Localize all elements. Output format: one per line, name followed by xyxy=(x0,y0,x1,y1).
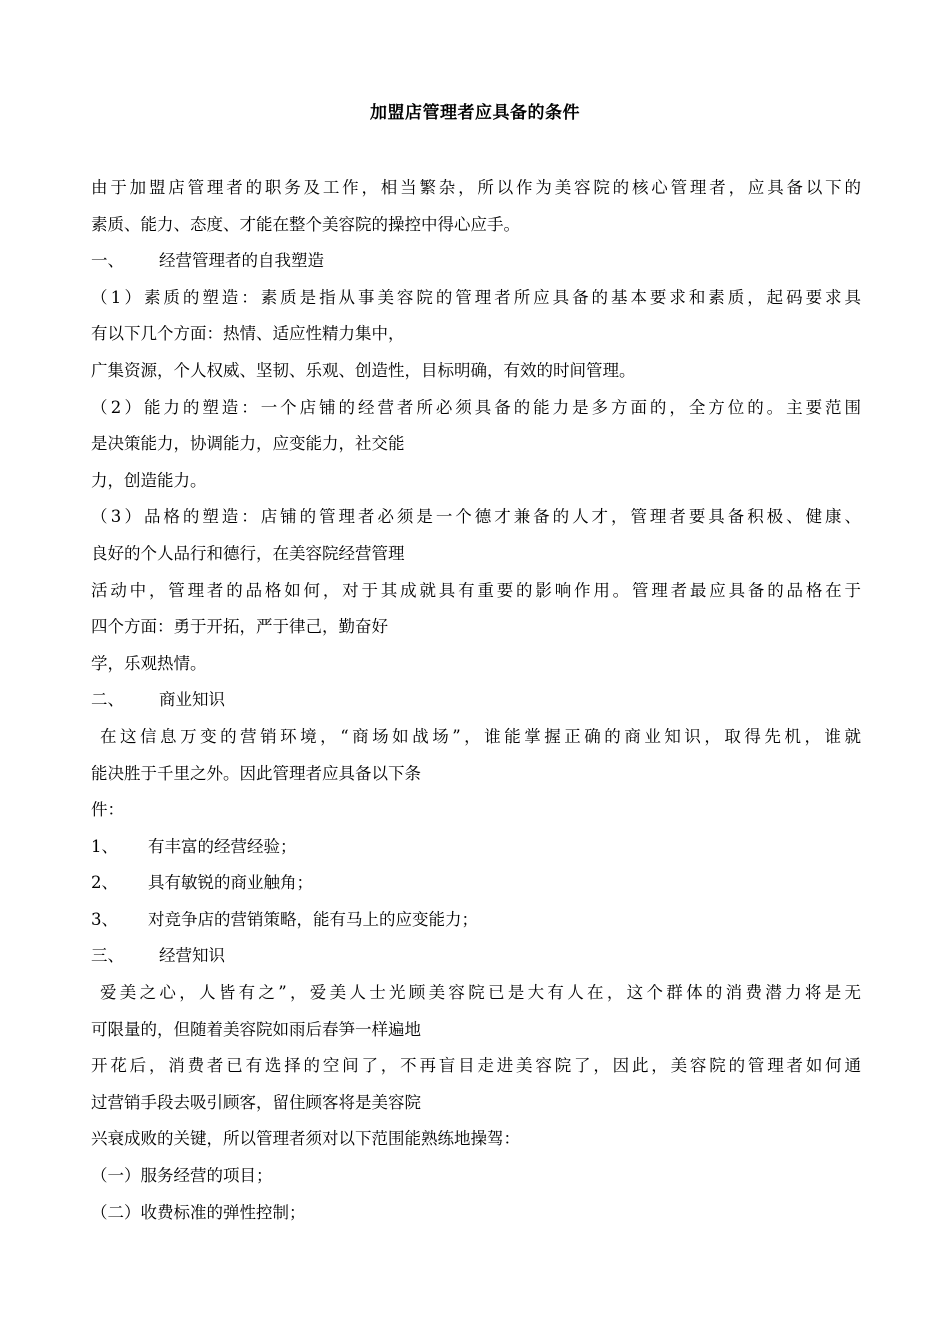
section-number: 二、 xyxy=(91,690,124,710)
paragraph-line: 开花后，消费者已有选择的空间了，不再盲目走进美容院了，因此，美容院的管理者如何通 xyxy=(91,1056,861,1076)
item-line: 四个方面：勇于开拓，严于律己，勤奋好 xyxy=(91,617,388,637)
paragraph-line: 能决胜于千里之外。因此管理者应具备以下条 xyxy=(91,763,421,783)
item-number: （3） xyxy=(91,507,141,527)
document-body xyxy=(91,170,861,1231)
paragraph-line: 兴衰成败的关键，所以管理者须对以下范围能熟练地操驾： xyxy=(91,1129,520,1149)
document-title: 加盟店管理者应具备的条件 xyxy=(370,103,580,123)
paragraph-line: 在这信息万变的营销环境，“商场如战场”，谁能掌握正确的商业知识，取得先机，谁就 xyxy=(100,726,861,746)
section-heading xyxy=(91,243,861,280)
section-title: 商业知识 xyxy=(159,690,225,710)
list-item xyxy=(91,829,861,866)
section-number: 三、 xyxy=(91,946,124,966)
section-heading xyxy=(91,682,861,719)
section-number: 一、 xyxy=(91,251,124,271)
intro-line: 素质、能力、态度、才能在整个美容院的操控中得心应手。 xyxy=(91,214,520,234)
section-heading xyxy=(91,938,861,975)
intro-line: 由于加盟店管理者的职务及工作，相当繁杂，所以作为美容院的核心管理者，应具备以下的 xyxy=(91,178,861,197)
item-line: 力，创造能力。 xyxy=(91,470,207,490)
item-text: 能力的塑造：一个店铺的经营者所必须具备的能力是多方面的，全方位的。主要范围 xyxy=(141,397,861,417)
paragraph-line: 件： xyxy=(91,800,124,820)
list-item xyxy=(91,902,861,939)
item-line: 活动中，管理者的品格如何，对于其成就具有重要的影响作用。管理者最应具备的品格在于 xyxy=(91,580,861,600)
item-line: 有以下几个方面：热情、适应性精力集中， xyxy=(91,324,405,344)
list-text: 对竞争店的营销策略，能有马上的应变能力； xyxy=(148,909,478,929)
list-text: 有丰富的经营经验； xyxy=(148,836,297,856)
paragraph-line: 爱美之心，人皆有之”，爱美人士光顾美容院已是大有人在，这个群体的消费潜力将是无 xyxy=(100,983,861,1003)
paragraph-line: 过营销手段去吸引顾客，留住顾客将是美容院 xyxy=(91,1092,421,1112)
item-text: 品格的塑造：店铺的管理者必须是一个德才兼备的人才，管理者要具备积极、健康、 xyxy=(141,507,861,527)
section-title: 经营知识 xyxy=(159,946,225,966)
list-item: （二）收费标准的弹性控制； xyxy=(91,1202,306,1222)
list-item xyxy=(91,865,861,902)
item-text: 素质的塑造：素质是指从事美容院的管理者所应具备的基本要求和素质，起码要求具 xyxy=(141,287,861,307)
paragraph-line: 可限量的，但随着美容院如雨后春笋一样遍地 xyxy=(91,1019,421,1039)
list-item: （一）服务经营的项目； xyxy=(91,1166,273,1186)
list-text: 具有敏锐的商业触角； xyxy=(148,873,313,893)
item-line: 良好的个人品行和德行，在美容院经营管理 xyxy=(91,543,405,563)
item-line xyxy=(91,390,861,427)
item-line: 学，乐观热情。 xyxy=(91,653,207,673)
list-number: 3、 xyxy=(91,909,118,929)
item-line xyxy=(91,280,861,317)
list-number: 2、 xyxy=(91,873,118,893)
item-number: （2） xyxy=(91,397,141,417)
item-line xyxy=(91,499,861,536)
item-line: 广集资源，个人权威、坚韧、乐观、创造性，目标明确，有效的时间管理。 xyxy=(91,360,636,380)
item-number: （1） xyxy=(91,287,141,307)
section-title: 经营管理者的自我塑造 xyxy=(159,251,324,271)
list-number: 1、 xyxy=(91,836,118,856)
item-line: 是决策能力，协调能力，应变能力，社交能 xyxy=(91,434,405,454)
